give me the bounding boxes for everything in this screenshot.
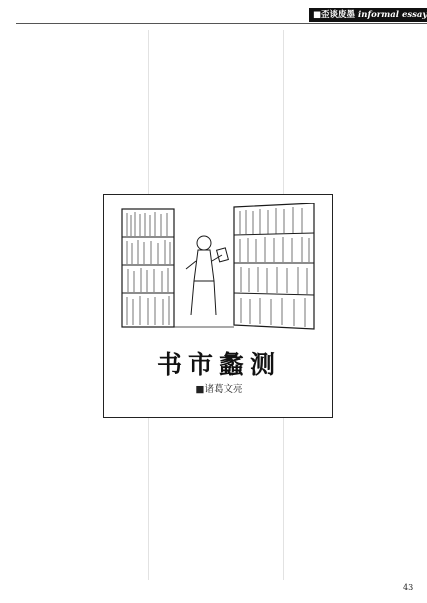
text-column-right-top [290, 30, 415, 194]
bookshelves-illustration [114, 203, 322, 331]
text-column-middle-top [156, 30, 277, 194]
column-header-band [309, 8, 427, 22]
text-column-left-bottom [20, 422, 141, 580]
column-subtitle: informal essay [358, 10, 427, 20]
text-column-right-middle [339, 196, 415, 420]
text-column-right-bottom [290, 422, 415, 580]
article-title: 书市蠡测 [156, 350, 281, 379]
page-number: 43 [403, 583, 414, 592]
illustration-frame [103, 194, 333, 418]
article-author: ■诸葛文亮 [195, 384, 243, 395]
text-column-left-top [20, 30, 141, 194]
column-name: ■歪谈废墨 [313, 10, 356, 20]
header-rule [16, 23, 427, 24]
text-column-middle-bottom [156, 422, 277, 580]
text-column-left-middle [20, 196, 98, 420]
